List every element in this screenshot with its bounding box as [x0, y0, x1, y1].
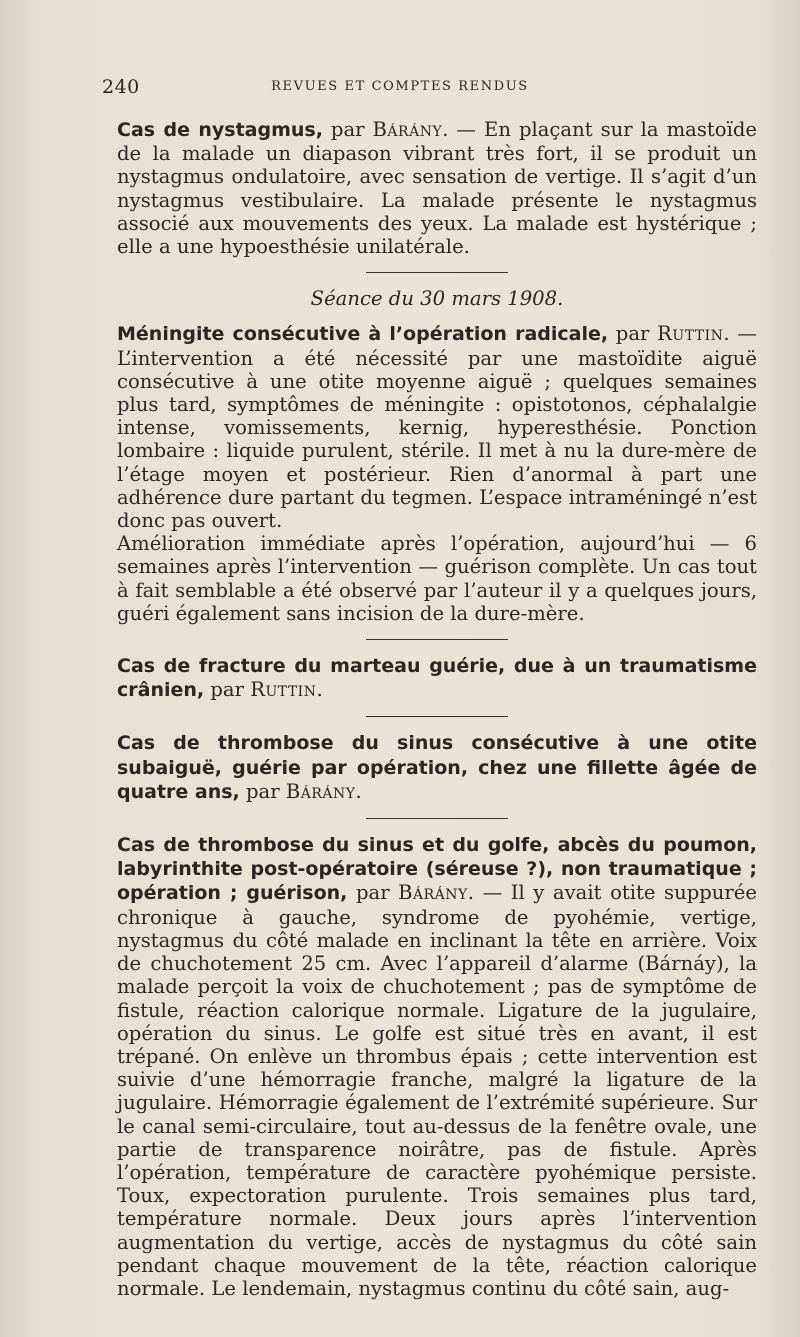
page-number: 240 — [102, 76, 140, 98]
entry-par: par — [608, 322, 658, 346]
entry-fracture — [117, 654, 757, 702]
entry-title: Méningite consécutive à l’opération radicale, — [117, 323, 609, 346]
entry-author: Ruttin — [657, 322, 724, 346]
section-divider — [366, 639, 508, 640]
entry-author: Ruttin — [250, 678, 317, 702]
entry-thrombose-golfe — [117, 833, 757, 1300]
section-divider — [366, 818, 508, 819]
entry-thrombose-sinus — [117, 731, 757, 804]
entry-par: par — [204, 678, 251, 702]
entry-author: Bárány — [398, 881, 468, 905]
entry-body: . — [355, 779, 362, 803]
entry-body: . — Il y avait otite suppurée chronique à gauche, syndrome de pyohémie, vertige, nystagmus du côté malade en inclinant la tête en arrière. Voix de chuchotement 25 cm. Avec l’appareil d’alarme (Bárnáy), la malade perçoit la voix de chuchotement ; pas de symptôme de fistule, réaction calorique normale. Ligature de la jugulaire, opération du sinus. Le golfe est situé très en avant, il est trépané. On enlève un thrombus épais ; cette intervention est suivie d’une hémorragie franche, malgré la ligature de la jugulaire. Hémorragie également de l’extrémité supérieure. Sur le canal semi-circulaire, tout au-dessus de la fenêtre ovale, une partie de transparence noirâtre, pas de fistule. Après l’opération, température de caractère pyohémique persiste. Toux, expectoration purulente. Trois semaines plus tard, température normale. Deux jours après l’intervention augmentation du vertige, accès de nystagmus du côté sain pendant chaque mouvement de la tête, réaction calorique normale. Le lendemain, nystagmus continu du côté sain, aug- — [117, 881, 757, 1300]
entry-meningite-continued — [117, 532, 757, 625]
page-content — [117, 118, 757, 1300]
section-divider — [366, 272, 508, 273]
entry-title: Cas de fracture du marteau guérie, due à un traumatisme crânien, — [117, 655, 757, 702]
entry-title: Cas de thrombose du sinus et du golfe, abcès du poumon, labyrinthite post-opératoire (séreuse ?), non traumatique ; opération ; guérison, — [117, 834, 757, 905]
session-heading: Séance du 30 mars 1908. — [310, 287, 564, 311]
entry-par: par — [347, 881, 399, 905]
entry-author: Bárány — [285, 779, 356, 803]
section-divider — [366, 716, 508, 717]
entry-body: . — L’intervention a été nécessité par une mastoïdite aiguë consécutive à une otite moyenne aiguë ; quelques semaines plus tard, symptômes de méningite : opistotonos, céphalalgie intense, vomissements, kernig, hyperesthésie. Ponction lombaire : liquide purulent, stérile. Il met à nu la dure-mère de l’étage moyen et postérieur. Rien d’anormal à part une adhérence dure partant du tegmen. L’espace intraméningé n’est donc pas ouvert. — [117, 322, 757, 533]
running-head: REVUES ET COMPTES RENDUS — [271, 79, 529, 94]
entry-par: par — [322, 118, 373, 141]
entry-body-paragraph-2: Amélioration immédiate après l’opération, aujourd’hui — 6 semaines après l’intervention — guérison complète. Un cas tout à fait semblable a été observé par l’auteur il y a quelques jours, guéri également sans incision de la dure-mère. — [117, 532, 757, 625]
page-header — [0, 76, 800, 100]
entry-title: Cas de nystagmus, — [117, 119, 323, 141]
entry-meningite — [117, 322, 757, 532]
entry-body: . — [316, 678, 323, 702]
entry-body: . — En plaçant sur la mastoïde de la malade un diapason vibrant très fort, il se produit un nystagmus ondulatoire, avec sensation de vertige. Il s’agit d’un nystagmus vestibulaire. La malade présente le nystagmus associé aux mouvements des yeux. La malade est hystérique ; elle a une hypoesthésie unilatérale. — [117, 118, 757, 259]
entry-par: par — [239, 779, 286, 803]
entry-title: Cas de thrombose du sinus consécutive à une otite subaiguë, guérie par opération, chez une fillette âgée de quatre ans, — [117, 732, 757, 803]
entry-author: Bárány — [372, 118, 443, 141]
entry-nystagmus — [117, 118, 757, 258]
